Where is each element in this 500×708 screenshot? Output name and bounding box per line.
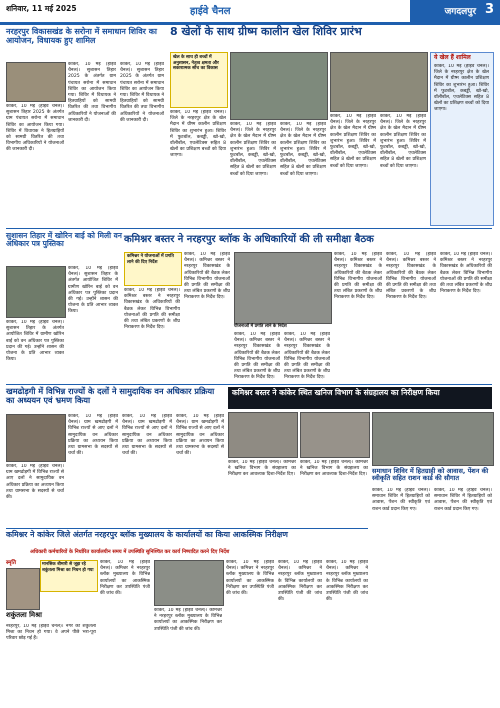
story3-photo bbox=[6, 266, 66, 318]
story5-headline: खमढोड़गी में विभिन्न राज्यों के दलों ने सामुदायिक वन अधिकार प्रक्रिया का अध्ययन एवं भ्रमण किया bbox=[6, 386, 215, 406]
page-number: 3 bbox=[484, 2, 494, 17]
story8-text-col2: कांकेर, 10 मई (हाईवे चैनल)। कमिश्नर ने नरहरपुर ब्लॉक मुख्यालय के विभिन्न कार्यालयों का आकस्मिक निरीक्षण कर उपस्थिति पंजी की जांच की। bbox=[154, 608, 222, 632]
story8-text-col1: कांकेर, 10 मई (हाईवे चैनल)। कमिश्नर ने नरहरपुर ब्लॉक मुख्यालय के विभिन्न कार्यालयों का आकस्मिक निरीक्षण कर उपस्थिति पंजी की जांच की। bbox=[100, 560, 150, 597]
story6-text: कांकेर, 10 मई (हाईवे चैनल)। कमिश्नर ने खनिज विभाग के संग्रहालय का निरीक्षण कर आवश्यक दिशा-निर्देश दिए। bbox=[228, 460, 296, 478]
obit-photo bbox=[6, 568, 40, 610]
divider-1 bbox=[6, 228, 492, 229]
story3-text-col2: कांकेर, 10 मई (हाईवे चैनल)। सुशासन तिहार के अंतर्गत आयोजित शिविर में ग्रामीण खोरिन बाई को वन अधिकार पत्र पुस्तिका प्रदान की गई। उन्होंने शासन की योजना के प्रति आभार व्यक्त किया। bbox=[68, 266, 118, 315]
story2-text: कांकेर, 10 मई (हाईवे चैनल)। जिले के नरहरपुर क्षेत्र के खेल मैदान में ग्रीष्म कालीन प्रशिक्षण शिविर का शुभारंभ हुआ। शिविर में फुटबॉल, कबड्डी, खो-खो, वॉलीबॉल, एथलेटिक्स सहित 8 खेलों का प्रशिक्षण बच्चों को दिया जाएगा। bbox=[170, 110, 226, 159]
story4-photo bbox=[234, 252, 332, 324]
story5-text-col2: कांकेर, 10 मई (हाईवे चैनल)। ग्राम खमढोड़गी में विभिन्न राज्यों से आए दलों ने सामुदायिक वन अधिकार प्रक्रिया का अध्ययन किया तथा ग्रामसभा के सदस्यों से चर्चा की। bbox=[68, 414, 118, 457]
story2-headline: 8 खेलों के साथ ग्रीष्म कालीन खेल शिविर प्रारंभ bbox=[170, 25, 362, 38]
story2-sub-box-text: खेल के साथ ही बच्चों में अनुशासन, नेतृत्व क्षमता और सकारात्मक सोच का विकास bbox=[173, 55, 219, 71]
story5-text-col4: कांकेर, 10 मई (हाईवे चैनल)। ग्राम खमढोड़गी में विभिन्न राज्यों से आए दलों ने सामुदायिक वन अधिकार प्रक्रिया का अध्ययन किया तथा ग्रामसभा के सदस्यों से चर्चा की। bbox=[176, 414, 224, 457]
story2-text-col2: कांकेर, 10 मई (हाईवे चैनल)। जिले के नरहरपुर क्षेत्र के खेल मैदान में ग्रीष्म कालीन प्रशिक्षण शिविर का शुभारंभ हुआ। शिविर में फुटबॉल, कबड्डी, खो-खो, वॉलीबॉल, एथलेटिक्स सहित 8 खेलों का प्रशिक्षण बच्चों को दिया जाएगा। bbox=[230, 122, 276, 177]
story1-text-col2: कांकेर, 10 मई (हाईवे चैनल)। सुशासन तिहार 2025 के अंतर्गत ग्राम पंचायत सरोना में समाधान शिविर का आयोजन किया गया। शिविर में विधायक ने हितग्राहियों को सामग्री वितरित की तथा विभागीय अधिकारियों ने योजनाओं की जानकारी दी। bbox=[68, 62, 116, 123]
story7-headline: समाधान शिविर में हितग्राही को आवास, पेंशन की स्वीकृति सहित राशन कार्ड की सौगात bbox=[372, 467, 489, 483]
story5-text: कांकेर, 10 मई (हाईवे चैनल)। ग्राम खमढोड़गी में विभिन्न राज्यों से आए दलों ने सामुदायिक वन अधिकार प्रक्रिया का अध्ययन किया तथा ग्रामसभा के सदस्यों से चर्चा की। bbox=[6, 464, 64, 501]
story1-headline: नरहरपुर विकासखंड के सरोना में समाधान शिविर का आयोजन, विधायक हुए शामिल bbox=[6, 27, 157, 45]
story2-photo-2 bbox=[330, 52, 428, 112]
story4-text-col7: कांकेर, 10 मई (हाईवे चैनल)। कमिश्नर बस्तर ने नरहरपुर विकासखंड के अधिकारियों की बैठक लेकर विभिन्न विभागीय योजनाओं की प्रगति की समीक्षा की तथा लंबित प्रकरणों के शीघ्र निराकरण के निर्देश दिए। bbox=[440, 252, 492, 295]
story1-text-col3: कांकेर, 10 मई (हाईवे चैनल)। सुशासन तिहार 2025 के अंतर्गत ग्राम पंचायत सरोना में समाधान शिविर का आयोजन किया गया। शिविर में विधायक ने हितग्राहियों को सामग्री वितरित की तथा विभागीय अधिकारियों ने योजनाओं की जानकारी दी। bbox=[120, 62, 164, 123]
divider-2 bbox=[6, 384, 492, 385]
story2-text-col4: कांकेर, 10 मई (हाईवे चैनल)। जिले के नरहरपुर क्षेत्र के खेल मैदान में ग्रीष्म कालीन प्रशिक्षण शिविर का शुभारंभ हुआ। शिविर में फुटबॉल, कबड्डी, खो-खो, वॉलीबॉल, एथलेटिक्स सहित 8 खेलों का प्रशिक्षण बच्चों को दिया जाएगा। bbox=[330, 114, 376, 169]
story8-text-col3: कांकेर, 10 मई (हाईवे चैनल)। कमिश्नर ने नरहरपुर ब्लॉक मुख्यालय के विभिन्न कार्यालयों का आकस्मिक निरीक्षण कर उपस्थिति पंजी की जांच की। bbox=[226, 560, 274, 597]
story4-text-col4: कांकेर, 10 मई (हाईवे चैनल)। कमिश्नर बस्तर ने नरहरपुर विकासखंड के अधिकारियों की बैठक लेकर विभिन्न विभागीय योजनाओं की प्रगति की समीक्षा की तथा लंबित प्रकरणों के शीघ्र निराकरण के निर्देश दिए। bbox=[284, 332, 330, 380]
story8-headline: कमिश्नर ने कांकेर जिले अंतर्गत नरहरपुर ब्लॉक मुख्यालय के कार्यालयों का किया आकस्मिक निरीक्षण bbox=[6, 530, 288, 539]
story2-text-col5: कांकेर, 10 मई (हाईवे चैनल)। जिले के नरहरपुर क्षेत्र के खेल मैदान में ग्रीष्म कालीन प्रशिक्षण शिविर का शुभारंभ हुआ। शिविर में फुटबॉल, कबड्डी, खो-खो, वॉलीबॉल, एथलेटिक्स सहित 8 खेलों का प्रशिक्षण बच्चों को दिया जाएगा। bbox=[380, 114, 426, 169]
story6-photo-2 bbox=[300, 412, 370, 458]
story1-text: कांकेर, 10 मई (हाईवे चैनल)। सुशासन तिहार 2025 के अंतर्गत ग्राम पंचायत सरोना में समाधान शिविर का आयोजन किया गया। शिविर में विधायक ने हितग्राहियों को सामग्री वितरित की तथा विभागीय अधिकारियों ने योजनाओं की जानकारी दी। bbox=[6, 104, 64, 153]
story5-text-col3: कांकेर, 10 मई (हाईवे चैनल)। ग्राम खमढोड़गी में विभिन्न राज्यों से आए दलों ने सामुदायिक वन अधिकार प्रक्रिया का अध्ययन किया तथा ग्रामसभा के सदस्यों से चर्चा की। bbox=[122, 414, 172, 457]
obit-box-text: मानसिक बीमारी से जूझ रहे शकुंतला मिश्रा का निधन हो गया bbox=[42, 562, 94, 573]
story8-photo bbox=[154, 560, 224, 606]
paper-name: हाईवे चैनल bbox=[190, 6, 231, 17]
story4-text-col2: कांकेर, 10 मई (हाईवे चैनल)। कमिश्नर बस्तर ने नरहरपुर विकासखंड के अधिकारियों की बैठक लेकर विभिन्न विभागीय योजनाओं की प्रगति की समीक्षा की तथा लंबित प्रकरणों के शीघ्र निराकरण के निर्देश दिए। bbox=[184, 252, 230, 301]
obit-label: स्मृति bbox=[6, 560, 16, 566]
story8-text-col4: कांकेर, 10 मई (हाईवे चैनल)। कमिश्नर ने नरहरपुर ब्लॉक मुख्यालय के विभिन्न कार्यालयों का आकस्मिक निरीक्षण कर उपस्थिति पंजी की जांच की। bbox=[278, 560, 322, 603]
story6-photo bbox=[228, 412, 298, 458]
story1-photo bbox=[6, 62, 66, 102]
story6-headline: कमिश्नर बस्तर ने कांकेर स्थित खनिज विभाग के संग्रहालय का निरीक्षण किया bbox=[232, 388, 440, 397]
obit-name: शकुंतला मिश्रा bbox=[6, 611, 42, 619]
story4-text-col5: कांकेर, 10 मई (हाईवे चैनल)। कमिश्नर बस्तर ने नरहरपुर विकासखंड के अधिकारियों की बैठक लेकर विभिन्न विभागीय योजनाओं की प्रगति की समीक्षा की तथा लंबित प्रकरणों के शीघ्र निराकरण के निर्देश दिए। bbox=[334, 252, 382, 301]
story3-text: कांकेर, 10 मई (हाईवे चैनल)। सुशासन तिहार के अंतर्गत आयोजित शिविर में ग्रामीण खोरिन बाई को वन अधिकार पत्र पुस्तिका प्रदान की गई। उन्होंने शासन की योजना के प्रति आभार व्यक्त किया। bbox=[6, 320, 64, 363]
story8-subheadline: अधिकारी कर्मचारियों के निर्धारित कार्यालयीन समय में उपस्थिति सुनिश्चित कर कार्य निष्पादित करने दिए निर्देश bbox=[30, 549, 230, 555]
story2-text-col3: कांकेर, 10 मई (हाईवे चैनल)। जिले के नरहरपुर क्षेत्र के खेल मैदान में ग्रीष्म कालीन प्रशिक्षण शिविर का शुभारंभ हुआ। शिविर में फुटबॉल, कबड्डी, खो-खो, वॉलीबॉल, एथलेटिक्स सहित 8 खेलों का प्रशिक्षण बच्चों को दिया जाएगा। bbox=[280, 122, 326, 177]
story2-side-box-title: ये खेल हैं शामिल bbox=[434, 54, 471, 61]
story3-headline: सुशासन तिहार में खोरिन बाई को मिली वन अधिकार पत्र पुस्तिका bbox=[6, 231, 122, 249]
story4-box-text: कमिश्नर ने योजनाओं में प्रगति लाने की दिए निर्देश bbox=[127, 254, 174, 265]
city-label: जगदलपुर bbox=[444, 7, 476, 17]
story2-side-box-text: कांकेर, 10 मई (हाईवे चैनल)। जिले के नरहरपुर क्षेत्र के खेल मैदान में ग्रीष्म कालीन प्रशिक्षण शिविर का शुभारंभ हुआ। शिविर में फुटबॉल, कबड्डी, खो-खो, वॉलीबॉल, एथलेटिक्स सहित 8 खेलों का प्रशिक्षण बच्चों को दिया जाएगा। bbox=[434, 64, 489, 113]
story7-text-col2: कांकेर, 10 मई (हाईवे चैनल)। समाधान शिविर में हितग्राहियों को आवास, पेंशन की स्वीकृति एवं राशन कार्ड प्रदान किए गए। bbox=[434, 488, 492, 512]
story4-headline: कमिश्नर बस्तर ने नरहरपुर ब्लॉक के अधिकारियों की ली समीक्षा बैठक bbox=[124, 234, 374, 245]
story7-photo bbox=[372, 412, 494, 466]
story8-text-col5: कांकेर, 10 मई (हाईवे चैनल)। कमिश्नर ने नरहरपुर ब्लॉक मुख्यालय के विभिन्न कार्यालयों का आकस्मिक निरीक्षण कर उपस्थिति पंजी की जांच की। bbox=[326, 560, 368, 603]
story6-text-col2: कांकेर, 10 मई (हाईवे चैनल)। कमिश्नर ने खनिज विभाग के संग्रहालय का निरीक्षण कर आवश्यक दिशा-निर्देश दिए। bbox=[300, 460, 368, 478]
story5-photo bbox=[6, 414, 66, 462]
issue-date: शनिवार, 11 मई 2025 bbox=[6, 4, 77, 13]
story4-text-col3: कांकेर, 10 मई (हाईवे चैनल)। कमिश्नर बस्तर ने नरहरपुर विकासखंड के अधिकारियों की बैठक लेकर विभिन्न विभागीय योजनाओं की प्रगति की समीक्षा की तथा लंबित प्रकरणों के शीघ्र निराकरण के निर्देश दिए। bbox=[234, 332, 280, 380]
story4-photo-caption: योजनाओं में प्रगति लाने के निर्देश bbox=[234, 324, 287, 329]
divider-3 bbox=[6, 528, 368, 529]
story4-text-col6: कांकेर, 10 मई (हाईवे चैनल)। कमिश्नर बस्तर ने नरहरपुर विकासखंड के अधिकारियों की बैठक लेकर विभिन्न विभागीय योजनाओं की प्रगति की समीक्षा की तथा लंबित प्रकरणों के शीघ्र निराकरण के निर्देश दिए। bbox=[386, 252, 436, 301]
story2-photo bbox=[230, 52, 328, 120]
story7-text: कांकेर, 10 मई (हाईवे चैनल)। समाधान शिविर में हितग्राहियों को आवास, पेंशन की स्वीकृति एवं राशन कार्ड प्रदान किए गए। bbox=[372, 488, 430, 512]
obit-text: नरहरपुर, 10 मई (हाईवे चैनल)। नगर की शकुंतला मिश्रा का निधन हो गया। वे अपने पीछे भरा-पूरा परिवार छोड़ गई हैं। bbox=[6, 624, 96, 642]
story4-text: कांकेर, 10 मई (हाईवे चैनल)। कमिश्नर बस्तर ने नरहरपुर विकासखंड के अधिकारियों की बैठक लेकर विभिन्न विभागीय योजनाओं की प्रगति की समीक्षा की तथा लंबित प्रकरणों के शीघ्र निराकरण के निर्देश दिए। bbox=[124, 288, 180, 331]
